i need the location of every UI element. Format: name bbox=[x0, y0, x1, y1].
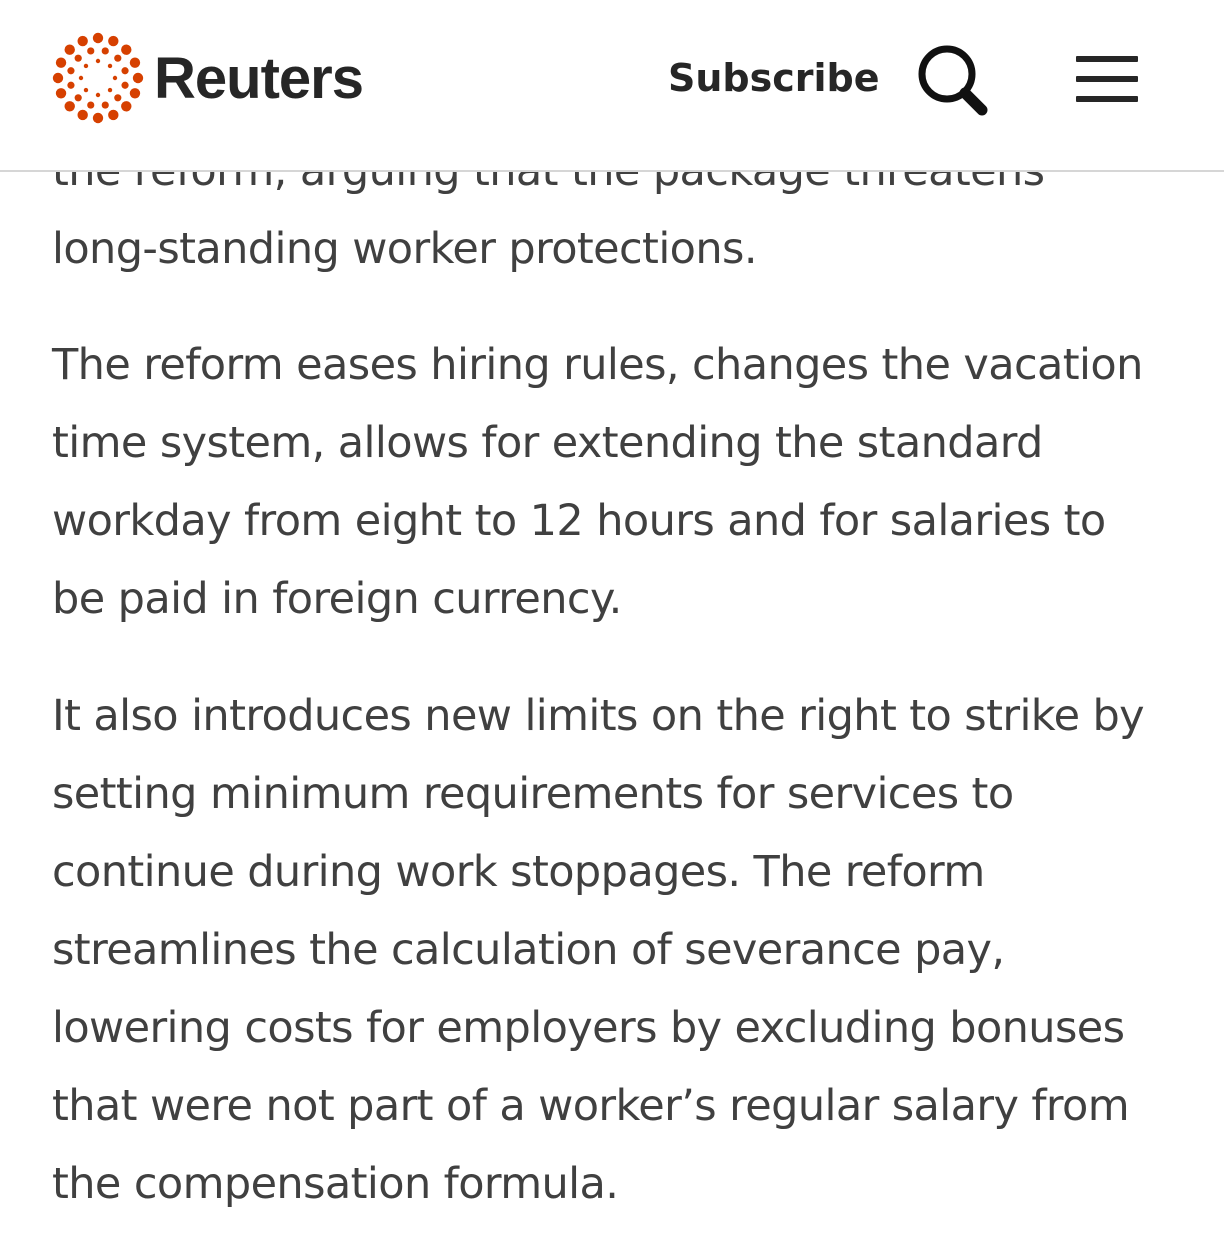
menu-bar-top bbox=[1076, 56, 1138, 62]
paragraph-line: streamlines the calculation of severance pay, bbox=[52, 925, 1005, 975]
logo-dot bbox=[67, 67, 74, 74]
paragraph-line: workday from eight to 12 hours and for salaries to bbox=[52, 496, 1106, 546]
paragraph-line: setting minimum requirements for services to bbox=[52, 769, 1014, 819]
logo-dot bbox=[113, 76, 117, 80]
logo-dot bbox=[53, 73, 63, 83]
logo-dot bbox=[56, 57, 66, 67]
subscribe-button[interactable]: Subscribe bbox=[668, 50, 880, 106]
logo-dot bbox=[121, 45, 131, 55]
article-body bbox=[52, 0, 1182, 1255]
logo-dot bbox=[84, 88, 88, 92]
logo-dot bbox=[75, 94, 82, 101]
paragraph-line: that were not part of a worker’s regular salary from bbox=[52, 1081, 1130, 1131]
paragraph-line: The reform eases hiring rules, changes the vacation bbox=[52, 340, 1143, 390]
search-icon bbox=[912, 40, 992, 120]
logo-dot bbox=[67, 82, 74, 89]
logo-dot bbox=[75, 55, 82, 62]
menu-bar-middle bbox=[1076, 76, 1138, 82]
logo-dot bbox=[108, 110, 118, 120]
logo-dot bbox=[77, 110, 87, 120]
logo-dot bbox=[93, 33, 103, 43]
logo-dot bbox=[77, 36, 87, 46]
site-header bbox=[0, 0, 1224, 172]
menu-button[interactable] bbox=[1070, 48, 1142, 108]
logo-dot bbox=[93, 113, 103, 123]
logo-dot bbox=[114, 94, 121, 101]
paragraph-line: the compensation formula. bbox=[52, 1159, 619, 1209]
logo-dot bbox=[102, 47, 109, 54]
logo-dot bbox=[87, 101, 94, 108]
reuters-logo-link[interactable] bbox=[52, 32, 363, 124]
paragraph-line: be paid in foreign currency. bbox=[52, 574, 622, 624]
logo-dot bbox=[108, 36, 118, 46]
logo-dot bbox=[84, 64, 88, 68]
logo-dot bbox=[96, 59, 100, 63]
logo-dot bbox=[121, 67, 128, 74]
logo-dot bbox=[130, 88, 140, 98]
paragraph-line: It also introduces new limits on the right to strike by bbox=[52, 691, 1145, 741]
logo-dot bbox=[121, 101, 131, 111]
logo-dot bbox=[87, 47, 94, 54]
article-paragraph bbox=[52, 677, 1182, 1223]
paragraph-line: lowering costs for employers by excluding bonuses bbox=[52, 1003, 1125, 1053]
logo-dot bbox=[121, 82, 128, 89]
logo-dot bbox=[102, 101, 109, 108]
logo-dot bbox=[133, 73, 143, 83]
paragraph-line: long-standing worker protections. bbox=[52, 224, 757, 274]
logo-dot bbox=[79, 76, 83, 80]
logo-dot bbox=[108, 64, 112, 68]
logo-dot bbox=[114, 55, 121, 62]
article-paragraph bbox=[52, 326, 1182, 638]
reuters-dot-ring-icon bbox=[52, 32, 144, 124]
paragraph-line: time system, allows for extending the standard bbox=[52, 418, 1043, 468]
logo-dot bbox=[108, 88, 112, 92]
logo-dot bbox=[130, 57, 140, 67]
menu-bar-bottom bbox=[1076, 96, 1138, 102]
logo-text: Reuters bbox=[154, 45, 363, 111]
paragraph-line: continue during work stoppages. The reform bbox=[52, 847, 985, 897]
logo-dot bbox=[96, 93, 100, 97]
logo-dot bbox=[65, 45, 75, 55]
logo-dot bbox=[56, 88, 66, 98]
search-button[interactable] bbox=[912, 40, 992, 120]
logo-dot bbox=[65, 101, 75, 111]
